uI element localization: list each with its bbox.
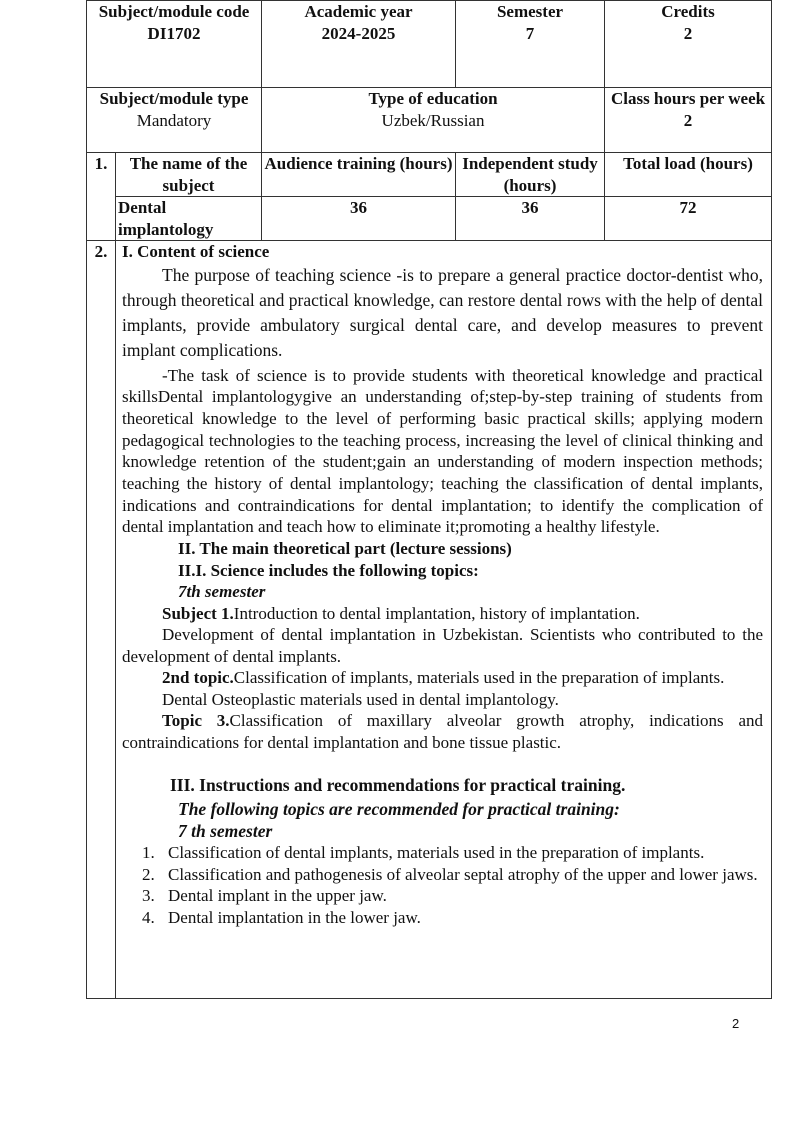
type-cell [87,88,262,153]
row-number: 1. [87,153,116,241]
header-row-4 [87,197,772,241]
topic-2-detail: Dental Osteoplastic materials used in dental implantology. [162,689,559,709]
practical-item-number: 3. [142,886,155,906]
practical-item-text: Classification of dental implants, materials used in the preparation of implants. [168,843,705,863]
audience-value: 36 [262,197,456,241]
section-2-subtitle: II.I. Science includes the following topics: [178,560,479,580]
hours-value: 2 [683,110,693,130]
practical-item [122,907,763,929]
topic-1-label: Subject 1. [162,603,234,623]
year-label: Academic year [304,2,413,21]
practical-item [122,842,763,864]
topic-1 [122,603,763,625]
education-value: Uzbek/Russian [381,110,485,130]
topic-3-label: Topic 3. [162,711,230,731]
header-row-3 [87,153,772,197]
hours-label: Class hours per week [610,89,766,108]
practical-list [122,842,763,928]
total-label: Total load (hours) [605,153,772,197]
section-3-title: III. Instructions and recommendations for practical training. [170,775,626,796]
topic-3-text: Classification of maxillary alveolar growth atrophy, indications and contraindications for dental implantation and bone tissue plastic. [122,711,763,752]
credits-label: Credits [661,2,715,21]
section-3-subtitle: The following topics are recommended for practical training: [178,799,620,820]
section-2-title: II. The main theoretical part (lecture sessions) [178,539,512,559]
topic-1-text: Introduction to dental implantation, history of implantation. [233,603,640,623]
practical-item-text: Dental implantation in the lower jaw. [168,907,421,927]
content-number: 2. [87,241,116,999]
practical-item-text: Classification and pathogenesis of alveolar septal atrophy of the upper and lower jaws. [168,864,758,884]
spacer [122,753,763,773]
topic-2 [122,667,763,689]
practical-item-number: 1. [142,843,155,863]
section-3-semester: 7 th semester [178,821,273,842]
practical-item [122,864,763,886]
semester-value: 7 [525,23,535,43]
semester-label: 7th semester [178,582,266,602]
education-label: Type of education [368,89,498,108]
subject-name-label: The name of the subject [116,153,262,197]
practical-item-number: 4. [142,907,155,927]
header-row-1 [87,1,772,88]
hours-cell [605,88,772,153]
syllabus-table [86,0,772,999]
section-1-title: I. Content of science [122,242,270,261]
type-value: Mandatory [136,110,212,130]
header-row-2 [87,88,772,153]
content-cell [116,241,772,999]
semester-cell [456,1,605,88]
year-value: 2024-2025 [321,23,396,43]
task-paragraph: -The task of science is to provide students with theoretical knowledge and practical skillsDental implantologygive an understanding of;step-by-step training of students from theoretical knowledge to the level of performing basic practical skills; applying modern pedagogical technologies to the teaching process, increasing the level of clinical thinking and knowledge retention of the student;gain an understanding of modern inspection methods; teaching the history of dental implantology; teaching the classification of dental implants, indications and contraindications for dental implantation; to identify the complication of dental implantation and teach how to eliminate it;promoting a healthy lifestyle. [122,365,764,537]
code-value: DI1702 [147,23,201,43]
audience-label: Audience training (hours) [262,153,456,197]
practical-item-text: Dental implant in the upper jaw. [168,886,387,906]
credits-cell [605,1,772,88]
purpose-paragraph: The purpose of teaching science -is to prepare a general practice doctor-dentist who, through theoretical and practical knowledge, can restore dental rows with the help of dental implants, provide ambulatory surgical dental care, and develop measures to prevent implant complications. [122,264,764,360]
independent-value: 36 [456,197,605,241]
code-label: Subject/module code [98,2,250,21]
topic-2-text: Classification of implants, materials used in the preparation of implants. [233,668,725,688]
topic-1-detail: Development of dental implantation in Uzbekistan. Scientists who contributed to the development of dental implants. [122,625,764,666]
education-cell [262,88,605,153]
code-cell [87,1,262,88]
content-row [87,241,772,999]
practical-item-number: 2. [142,864,155,884]
topic-2-label: 2nd topic. [162,668,234,688]
practical-item [122,885,763,907]
page-number: 2 [732,1016,740,1031]
subject-name-value: Dental implantology [116,197,262,241]
semester-label: Semester [496,2,564,21]
independent-label: Independent study (hours) [456,153,605,197]
topic-3 [122,710,763,753]
year-cell [262,1,456,88]
credits-value: 2 [683,23,693,43]
type-label: Subject/module type [99,89,249,108]
total-value: 72 [605,197,772,241]
